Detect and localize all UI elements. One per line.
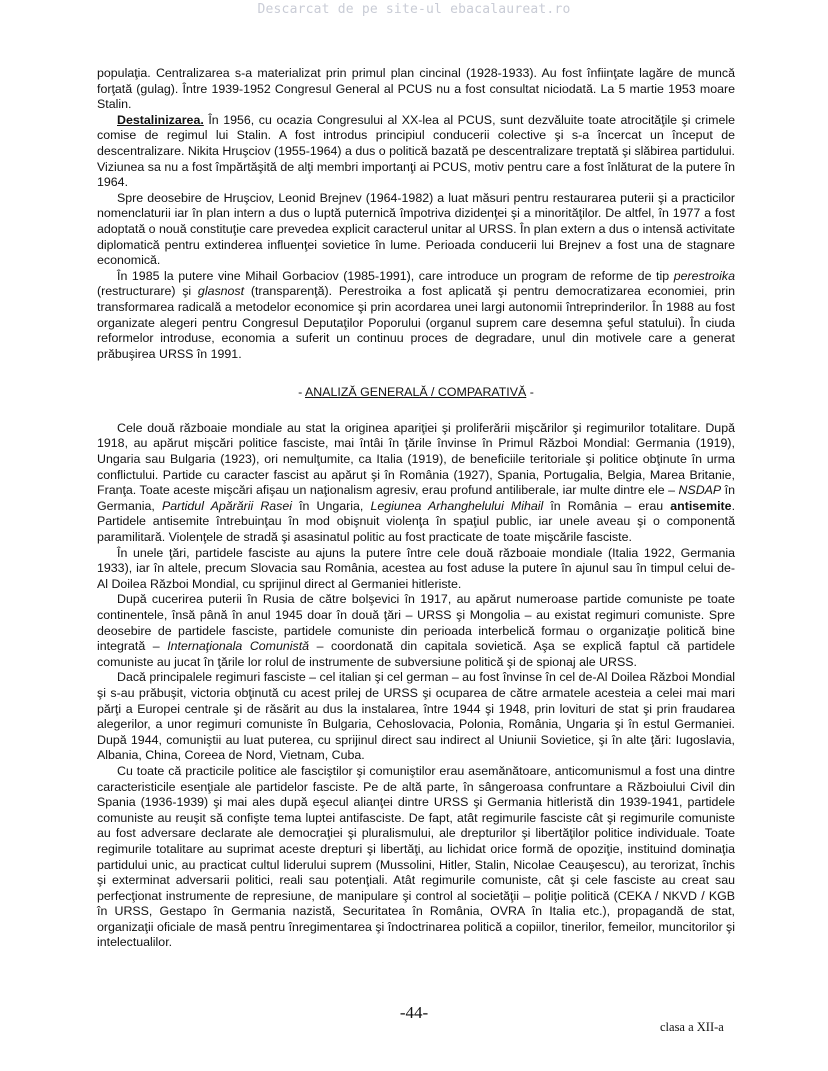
paragraph-communist-regimes: Dacă principalele regimuri fasciste – cel italian şi cel german – au fost învinse în cel de-Al Doilea Război Mondial şi s-au prăbuşit, victoria obţinută cu acest prilej de URSS şi ocuparea de către armatele acesteia a celei mai mari părţi a Europei centrale şi de răsărit au dus la instalarea, între 1944 şi 1948, prin lovituri de stat şi prin fraudarea alegerilor, a unor regimuri comuniste în Bulgaria, Cehoslovacia, Polonia, România, Ungaria şi în estul Germaniei. După 1944, comuniştii au luat puterea, cu sprijinul direct sau indirect al Uniunii Sovietice, şi în alte ţări: Iugoslavia, Albania, China, Coreea de Nord, Vietnam, Cuba. [97,670,735,763]
text-segment: în România – erau [543,498,671,513]
term-nsdap: NSDAP [678,483,722,498]
document-body [97,66,735,951]
paragraph-stalin-end: populaţia. Centralizarea s-a materializat prin primul plan cincinal (1928-1933). Au fost înfiinţate lagăre de muncă forţată (gulag). Între 1939-1952 Congresul General al PCUS nu a fost consultat niciodată. La 5 martie 1953 moare Stalin. [97,66,735,112]
text-segment: Cele două războaie mondiale au stat la originea apariţiei şi proliferării mişcărilor şi regimurilor totalitare. După 1918, au apărut mişcări politice fasciste, mai întâi în ţările învinse în Primul Război Mondial: Germania (1919), Ungaria sau Bulgaria (1923), ori nemulţumite, ca Italia (1919), de beneficiile teritoriale şi politice obţinute în urma conflictului. Partide cu caracter fascist au apărut şi în România (1927), Spania, Portugalia, Belgia, Marea Britanie, Franţa. Toate aceste mişcări afişau un naţionalism agresiv, erau profund antiliberale, iar multe dintre ele – [97,420,735,498]
page-number: -44- [399,1003,429,1022]
term-perestroika: perestroika [673,268,735,283]
watermark: Descarcat de pe site-ul ebacalaureat.ro [257,2,571,17]
paragraph-destalinization-text: În 1956, cu ocazia Congresului al XX-lea al PCUS, sunt dezvăluite toate atrocităţile şi crimele comise de regimul lui Stalin. A fost introdus principiul conducerii colective şi s-a încercat un început de descentralizare. Nikita Hruşciov (1955-1964) a dus o politică bazată pe descentralizare treptată şi slăbirea partidului. Viziunea sa nu a fost împărtăşită de alţi membri importanţi ai PCUS, motiv pentru care a fost înlăturat de la putere în 1964. [97,112,735,190]
section-heading [97,385,735,401]
heading-dash: - [526,385,534,400]
text-segment: în Ungaria, [292,498,371,513]
paragraph-communist-parties [97,592,735,670]
term-internationala-comunista: Internaţionala Comunistă [167,639,310,654]
text-segment: . Partidele antisemite întrebuinţau în mod obişnuit violenţa în spaţiul public, iar unele aveau şi o componentă paramilitară. Violenţele de stradă şi asasinatul politic au fost practicate de toate mişcările fasciste. [97,498,736,545]
class-label: clasa a XII-a [660,1020,724,1034]
term-legiunea: Legiunea Arhanghelului Mihail [370,498,544,513]
section-heading-title: ANALIZĂ GENERALĂ / COMPARATIVĂ [305,385,527,400]
term-glasnost: glasnost [197,284,245,299]
paragraph-totalitarian-comparison: Cu toate că practicile politice ale fasciştilor şi comuniştilor erau asemănătoare, anticomunismul a fost una dintre caracteristicile esenţiale ale partidelor fasciste. Pe de altă parte, în sângeroasa confruntare a Războiului Civil din Spania (1936-1939) şi mai ales după eşecul alianţei dintre URSS şi Germania hitleristă din 1939-1941, partidele comuniste au reuşit să confişte tema luptei antifasciste. De fapt, atât regimurile fasciste cât şi regimurile comuniste au fost adversare declarate ale democraţiei şi pluralismului, ale drepturilor şi libertăţilor politice individuale. Toate regimurile totalitare au suprimat aceste drepturi şi libertăţi, au lichidat orice formă de opoziţie, instituind dominaţia partidului unic, au practicat cultul liderului suprem (Mussolini, Hitler, Stalin, Nicolae Ceauşescu), au terorizat, închis şi exterminat adversarii politici, reali sau potenţiali. Atât regimurile comuniste, cât şi cele fasciste au creat sau perfecţionat instrumente de represiune, de manipulare şi control al societăţii – poliţie politică (CEKA / NKVD / KGB în URSS, Gestapo în Germania nazistă, Securitatea în România, OVRA în Italia etc.), propagandă de stat, organizaţii oficiale de masă pentru înregimentarea şi îndoctrinarea politică a copiilor, tinerilor, femeilor, muncitorilor şi intelectualilor. [97,763,735,950]
text-segment: După cucerirea puterii în Rusia de către bolşevici în 1917, au apărut numeroase partide comuniste pe toate continentele, însă până în anul 1945 doar în două ţări – URSS şi Mongolia – au existat regimuri comuniste. Spre deosebire de partidele fasciste, partidele comuniste din perioada interbelică formau o organizaţie politică bine integrată – [97,592,735,654]
term-antisemite: antisemite [670,498,732,513]
paragraph-destalinization [97,113,735,191]
text-segment: în Germania, [97,483,736,513]
text-segment: – coordonată din capitala sovietică. Aşa se explică faptul că partidele comuniste au jucat în ţările lor rolul de instrumente de subversiune politică şi de spionaj ale URSS. [97,639,735,669]
paragraph-gorbaciov [97,269,735,363]
text-segment: (restructurare) şi [97,284,198,299]
text-segment: (transparenţă). Perestroika a fost aplicată şi pentru democratizarea economiei, prin transformarea radicală a metodelor economice şi prin acordarea unei largi autonomii întreprinderilor. În 1988 au fost organizate alegeri pentru Congresul Deputaţilor Poporului (organul suprem care desemna şeful statului). În ciuda reformelor introduse, economia a suferit un continuu proces de degradare, unul din motivele care a generat prăbuşirea URSS în 1991. [97,284,735,361]
paragraph-brejnev: Spre deosebire de Hruşciov, Leonid Brejnev (1964-1982) a luat măsuri pentru restaurarea puterii şi a practicilor nomenclaturii iar în plan intern a dus o luptă puternică împotriva dizidenţei şi a minorităţilor. De altfel, în 1977 a fost adoptată o nouă constituţie care prevedea explicit caracterul unitar al URSS. În plan extern a dus o intensă activitate diplomatică pentru extinderea influenţei sovietice în lume. Perioada conducerii lui Brejnev a fost una de stagnare economică. [97,190,735,268]
paragraph-fascist-movements [97,421,735,546]
paragraph-fascist-power: În unele ţări, partidele fasciste au ajuns la putere între cele două războaie mondiale (Italia 1922, Germania 1933), iar în altele, precum Slovacia sau România, acestea au fost aduse la putere în ajunul sau în timpul celui de-Al Doilea Război Mondial, cu sprijinul direct al Germaniei hitleriste. [97,545,735,591]
heading-dash: - [298,385,306,400]
text-segment: În 1985 la putere vine Mihail Gorbaciov (1985-1991), care introduce un program de reforme de tip [117,268,674,283]
term-destalinization: Destalinizarea. [117,112,204,127]
term-partidul-apararii-rasei: Partidul Apărării Rasei [161,498,293,513]
